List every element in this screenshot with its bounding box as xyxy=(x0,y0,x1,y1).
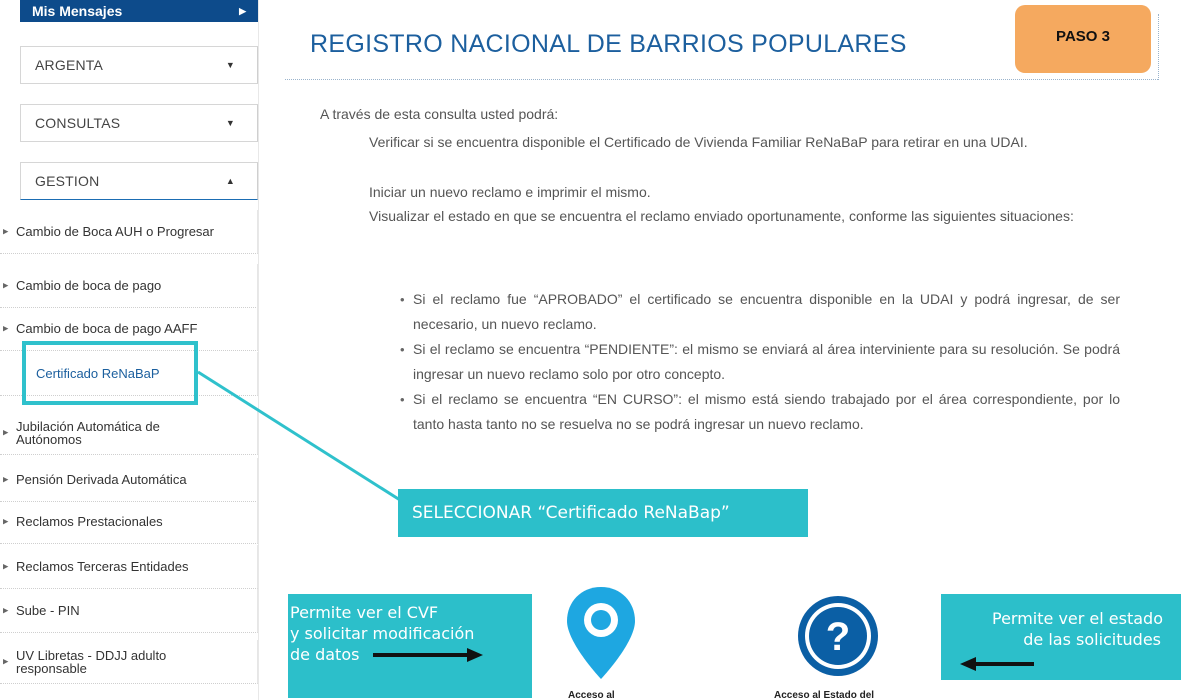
page-title: REGISTRO NACIONAL DE BARRIOS POPULARES xyxy=(310,30,907,58)
sidebar-item-label: Reclamos Terceras Entidades xyxy=(16,559,189,574)
sidebar-item-cambio-boca-auh[interactable] xyxy=(0,210,258,254)
bullet-arrow-icon: ▶ xyxy=(3,282,9,289)
paragraph-visualizar: Visualizar el estado en que se encuentra el reclamo enviado oportunamente, conforme las siguientes situaciones: xyxy=(369,208,1074,224)
bullet-arrow-icon: ▶ xyxy=(3,518,9,525)
sidebar-item-jubilacion-automatica[interactable] xyxy=(0,411,258,455)
list-item-text: Si el reclamo se encuentra “PENDIENTE”: el mismo se enviará al área interviniente para su resolución. Se podrá ingresar un nuevo reclamo solo por otro concepto. xyxy=(413,341,1120,382)
sidebar-item-cambio-boca-pago[interactable] xyxy=(0,264,258,308)
category-label: CONSULTAS xyxy=(35,115,121,131)
question-circle-icon[interactable] xyxy=(796,594,880,678)
bullet-arrow-icon: ▶ xyxy=(3,476,9,483)
right-divider xyxy=(1158,14,1159,80)
bullet-arrow-icon: ▶ xyxy=(3,658,9,665)
sidebar-item-uv-libretas[interactable] xyxy=(0,640,258,684)
category-label: GESTION xyxy=(35,173,100,189)
bullet-arrow-icon: ▶ xyxy=(3,325,9,332)
callout-line: Permite ver el CVF xyxy=(290,603,439,622)
caret-right-icon: ▶ xyxy=(239,5,246,16)
paragraph-verificar: Verificar si se encuentra disponible el Certificado de Vivienda Familiar ReNaBaP para retirar en una UDAI. xyxy=(369,134,1028,150)
title-divider xyxy=(285,79,1158,80)
bullet-arrow-icon: ▶ xyxy=(3,228,9,235)
svg-text:?: ? xyxy=(825,615,851,659)
step-badge: PASO 3 xyxy=(1015,5,1151,73)
list-item: • Si el reclamo se encuentra “PENDIENTE”: el mismo se enviará al área interviniente para su resolución. Se podrá ingresar un nuevo reclamo solo por otro concepto. xyxy=(400,341,1120,382)
sidebar-item-cambio-boca-pago-aaff[interactable] xyxy=(0,307,258,351)
paragraph-iniciar: Iniciar un nuevo reclamo e imprimir el mismo. xyxy=(369,184,651,200)
list-item-text: Si el reclamo fue “APROBADO” el certificado se encuentra disponible en la UDAI y podrá ingresar, de ser necesario, un nuevo reclamo. xyxy=(413,291,1120,332)
status-list xyxy=(400,287,1120,437)
category-gestion[interactable] xyxy=(20,162,258,200)
bullet-arrow-icon: ▶ xyxy=(3,429,9,436)
sidebar-item-label: Cambio de boca de pago AAFF xyxy=(16,321,198,336)
sidebar-item-reclamos-prestacionales[interactable] xyxy=(0,500,258,544)
callout-line xyxy=(288,644,532,665)
sidebar-item-label: Cambio de boca de pago xyxy=(16,278,162,293)
category-consultas[interactable] xyxy=(20,104,258,142)
sidebar-item-label: UV Libretas - DDJJ adulto responsable xyxy=(16,647,167,676)
list-item-text: Si el reclamo se encuentra “EN CURSO”: el mismo está siendo trabajado por el área correspondiente, por lo tanto hasta tanto no se resuelva no se podrá ingresar un nuevo reclamo. xyxy=(413,391,1120,432)
sidebar-item-reclamos-terceras[interactable] xyxy=(0,545,258,589)
sidebar-item-label: Certificado ReNaBaP xyxy=(36,366,160,381)
sidebar-item-label: Sube - PIN xyxy=(16,603,80,618)
select-callout: SELECCIONAR “Certificado ReNaBap” xyxy=(398,489,808,537)
mis-mensajes-label: Mis Mensajes xyxy=(32,3,123,19)
category-argenta[interactable] xyxy=(20,46,258,84)
question-caption: Acceso al Estado del xyxy=(774,690,875,700)
callout-line-text: de datos xyxy=(290,645,360,664)
pin-caption: Acceso al xyxy=(568,690,615,700)
mis-mensajes-button[interactable] xyxy=(20,0,258,22)
sidebar-item-label: Reclamos Prestacionales xyxy=(16,514,163,529)
callout-line: de las solicitudes xyxy=(1023,630,1161,649)
sidebar-item-label: Pensión Derivada Automática xyxy=(16,472,187,487)
bullet-arrow-icon: ▶ xyxy=(3,563,9,570)
sidebar-item-label: Cambio de Boca AUH o Progresar xyxy=(16,224,214,239)
caret-up-icon: ▲ xyxy=(225,176,235,186)
divider xyxy=(258,0,259,700)
map-pin-icon[interactable] xyxy=(563,585,639,681)
category-label: ARGENTA xyxy=(35,57,104,73)
caret-down-icon: ▼ xyxy=(225,118,235,128)
list-item: • Si el reclamo se encuentra “EN CURSO”: el mismo está siendo trabajado por el área correspondiente, por lo tanto hasta tanto no se resuelva no se podrá ingresar un nuevo reclamo. xyxy=(400,391,1120,432)
intro-text: A través de esta consulta usted podrá: xyxy=(320,106,559,122)
caret-down-icon: ▼ xyxy=(225,60,235,70)
callout-line: Permite ver el estado xyxy=(991,609,1163,628)
list-item: • Si el reclamo fue “APROBADO” el certificado se encuentra disponible en la UDAI y podrá ingresar, de ser necesario, un nuevo reclamo. xyxy=(400,291,1120,332)
sidebar-item-label: Jubilación Automática de Autónomos xyxy=(16,418,160,447)
sidebar-item-certificado-renabap[interactable] xyxy=(0,352,258,396)
cvf-callout xyxy=(288,594,532,698)
arrow-left-icon xyxy=(960,657,1034,671)
sidebar xyxy=(0,0,258,700)
sidebar-item-sube-pin[interactable] xyxy=(0,589,258,633)
callout-line: y solicitar modificación xyxy=(290,624,475,643)
sidebar-item-pension-derivada[interactable] xyxy=(0,458,258,502)
bullet-arrow-icon: ▶ xyxy=(3,607,9,614)
arrow-right-icon xyxy=(373,648,483,662)
